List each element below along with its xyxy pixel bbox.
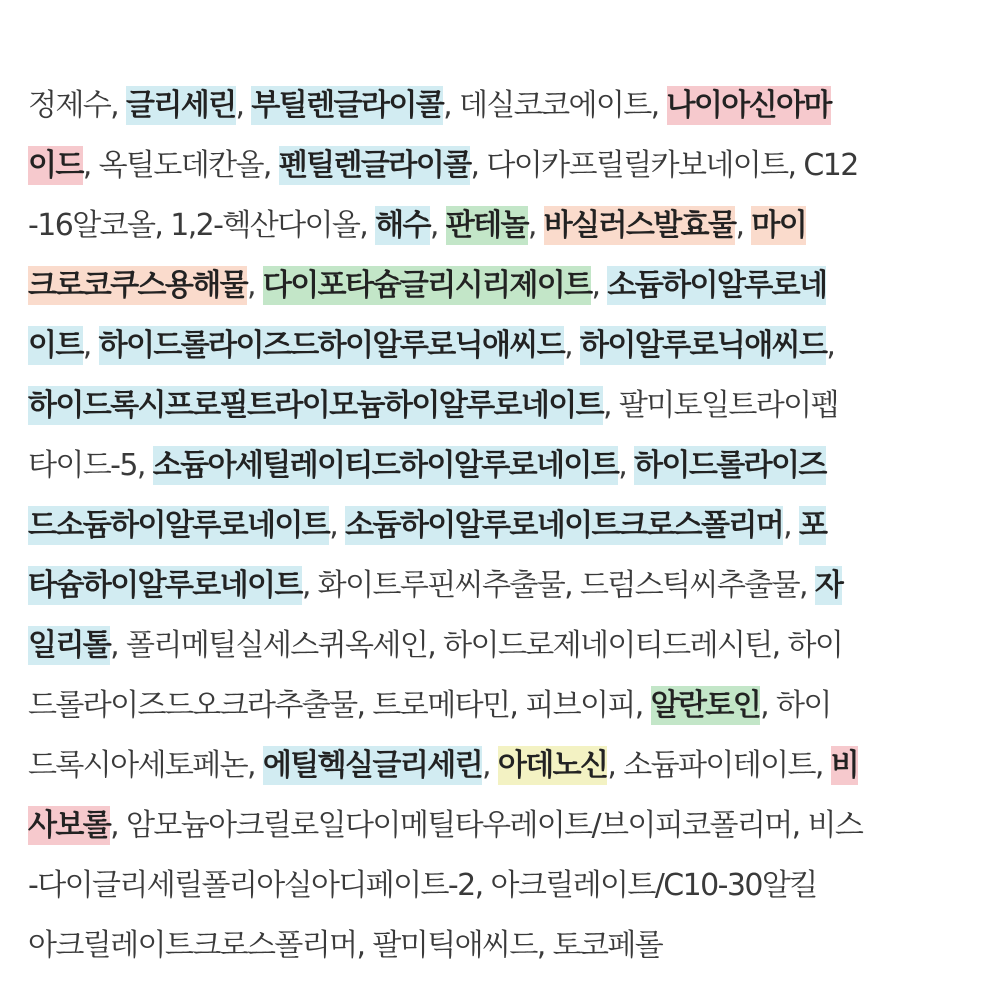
ingredient-text: , [564,328,580,363]
ingredient-line [28,676,972,736]
highlighted-ingredient: 해수 [375,208,430,243]
highlighted-ingredient: 자 [814,568,843,603]
ingredient-text: , 화이트루핀씨추출물, 드럼스틱씨추출물, [301,568,815,603]
ingredient-text: , [235,88,252,123]
highlighted-ingredient: 비 [830,748,859,783]
ingredient-text: , [429,208,446,243]
ingredient-line [28,856,972,916]
ingredient-text: 아크릴레이트크로스폴리머, 팔미틱애씨드, 토코페롤 [28,928,663,963]
ingredient-text: -16알코올, 1,2-헥산다이올, [28,208,376,243]
highlighted-ingredient: 판테놀 [445,208,528,243]
ingredient-text: 드롤라이즈드오크라추출물, 트로메타민, 피브이피, [28,688,651,723]
ingredient-text: , [527,208,544,243]
ingredient-text: , [82,328,99,363]
ingredient-text: , [247,268,263,303]
highlighted-ingredient: 포 [799,508,827,543]
ingredient-text: , [826,328,835,363]
ingredient-line [28,316,972,376]
ingredient-text: , 다이카프릴릴카보네이트, C12 [470,148,858,183]
ingredient-text: , 팔미토일트라이펩 [602,388,838,423]
ingredient-line [28,136,972,196]
ingredient-text: 타이드-5, [28,448,153,483]
ingredient-text: 정제수, [28,88,127,123]
highlighted-ingredient: 이드 [28,148,83,183]
highlighted-ingredient: 소듐아세틸레이티드하이알루로네이트 [152,448,619,483]
ingredient-line [28,496,972,556]
highlighted-ingredient: 아데노신 [497,748,608,783]
ingredient-line [28,256,972,316]
highlighted-ingredient: 다이포타슘글리시리제이트 [262,268,592,303]
highlighted-ingredient: 크로코쿠스용해물 [28,268,248,303]
ingredient-text: 드록시아세토페논, [28,748,263,783]
ingredient-text: , 옥틸도데칸올, [82,148,279,183]
ingredient-text: , 데실코코에이트, [443,88,667,123]
ingredient-text: , [329,508,346,543]
highlighted-ingredient: 소듐하이알루로네이트크로스폴리머 [345,508,784,543]
ingredient-line [28,436,972,496]
ingredient-line [28,796,972,856]
ingredient-line [28,916,972,976]
ingredient-text: -다이글리세릴폴리아실아디페이트-2, 아크릴레이트/C10-30알킬 [28,868,817,903]
highlighted-ingredient: 사보롤 [28,808,111,843]
ingredient-text: , 하이 [760,688,831,723]
ingredient-line [28,76,972,136]
ingredient-line [28,196,972,256]
highlighted-ingredient: 나이아신아마 [666,88,831,123]
highlighted-ingredient: 마이 [751,208,807,243]
highlighted-ingredient: 하이드록시프로필트라이모늄하이알루로네이트 [28,388,603,423]
highlighted-ingredient: 일리톨 [28,628,111,663]
ingredient-line [28,556,972,616]
highlighted-ingredient: 알란토인 [650,688,761,723]
highlighted-ingredient: 드소듐하이알루로네이트 [28,508,330,543]
ingredient-text: , 소듐파이테이트, [607,748,831,783]
ingredient-line [28,736,972,796]
ingredient-line [28,376,972,436]
ingredient-text: , 폴리메틸실세스퀴옥세인, 하이드로제네이티드레시틴, 하이 [110,628,843,663]
ingredient-text: , [481,748,498,783]
highlighted-ingredient: 소듐하이알루로네 [607,268,827,303]
ingredient-text: , [783,508,800,543]
ingredient-list [28,76,972,976]
ingredient-line [28,616,972,676]
ingredient-text: , [735,208,752,243]
highlighted-ingredient: 에틸헥실글리세린 [262,748,482,783]
highlighted-ingredient: 타슘하이알루로네이트 [28,568,302,603]
ingredient-text: , [591,268,608,303]
ingredient-text: , 암모늄아크릴로일다이메틸타우레이트/브이피코폴리머, 비스 [110,808,863,843]
ingredient-text: , [618,448,635,483]
highlighted-ingredient: 하이드롤라이즈드하이알루로닉애씨드 [98,328,565,363]
highlighted-ingredient: 하이드롤라이즈 [634,448,826,483]
highlighted-ingredient: 펜틸렌글라이콜 [278,148,471,183]
highlighted-ingredient: 글리세린 [126,88,236,123]
highlighted-ingredient: 이트 [28,328,83,363]
highlighted-ingredient: 하이알루로닉애씨드 [579,328,827,363]
highlighted-ingredient: 부틸렌글라이콜 [251,88,444,123]
highlighted-ingredient: 바실러스발효물 [543,208,736,243]
